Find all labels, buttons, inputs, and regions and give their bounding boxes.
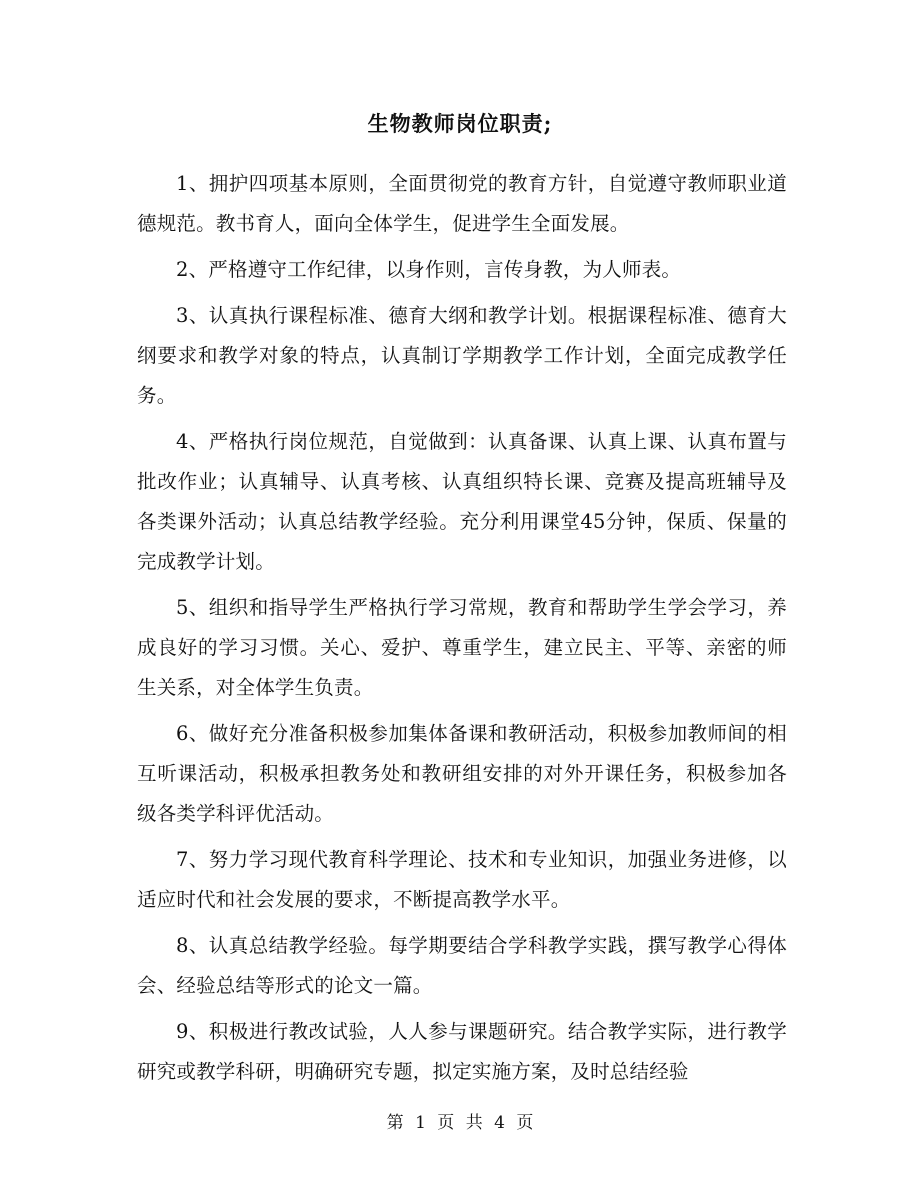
footer-total-pages: 4 [494, 1113, 505, 1133]
paragraph-7: 7、努力学习现代教育科学理论、技术和专业知识，加强业务进修，以适应时代和社会发展的要求，不断提高教学水平。 [137, 848, 787, 911]
paragraph-1: 1、拥护四项基本原则，全面贯彻党的教育方针，自觉遵守教师职业道德规范。教书育人，面向全体学生，促进学生全面发展。 [137, 172, 787, 235]
document-body [137, 164, 787, 1098]
paragraph-6: 6、做好充分准备积极参加集体备课和教研活动，积极参加教师间的相互听课活动，积极承担教务处和教研组安排的对外开课任务，积极参加各级各类学科评优活动。 [137, 722, 787, 825]
footer-label-total-unit: 页 [516, 1113, 534, 1133]
document-title: 生物教师岗位职责; [367, 111, 553, 136]
footer-label-page: 第 [386, 1113, 404, 1133]
paragraph-5: 5、组织和指导学生严格执行学习常规，教育和帮助学生学会学习，养成良好的学习习惯。关心、爱护、尊重学生，建立民主、平等、亲密的师生关系，对全体学生负责。 [137, 596, 787, 699]
footer-current-page: 1 [415, 1113, 426, 1133]
paragraph-9: 9、积极进行教改试验，人人参与课题研究。结合教学实际，进行教学研究或教学科研，明确研究专题，拟定实施方案，及时总结经验 [137, 1020, 787, 1083]
paragraph-2: 2、严格遵守工作纪律，以身作则，言传身教，为人师表。 [176, 258, 682, 281]
paragraph-3: 3、认真执行课程标准、德育大纲和教学计划。根据课程标准、德育大纲要求和教学对象的特点，认真制订学期教学工作计划，全面完成教学任务。 [137, 304, 787, 407]
paragraph-4: 4、严格执行岗位规范，自觉做到：认真备课、认真上课、认真布置与批改作业；认真辅导、认真考核、认真组织特长课、竞赛及提高班辅导及各类课外活动；认真总结教学经验。充分利用课堂45分钟，保质、保量的完成教学计划。 [137, 430, 787, 573]
paragraph-8: 8、认真总结教学经验。每学期要结合学科教学实践，撰写教学心得体会、经验总结等形式的论文一篇。 [137, 934, 787, 997]
page-footer [0, 1110, 920, 1136]
footer-label-total: 共 [465, 1113, 483, 1133]
footer-label-page-unit: 页 [437, 1113, 455, 1133]
